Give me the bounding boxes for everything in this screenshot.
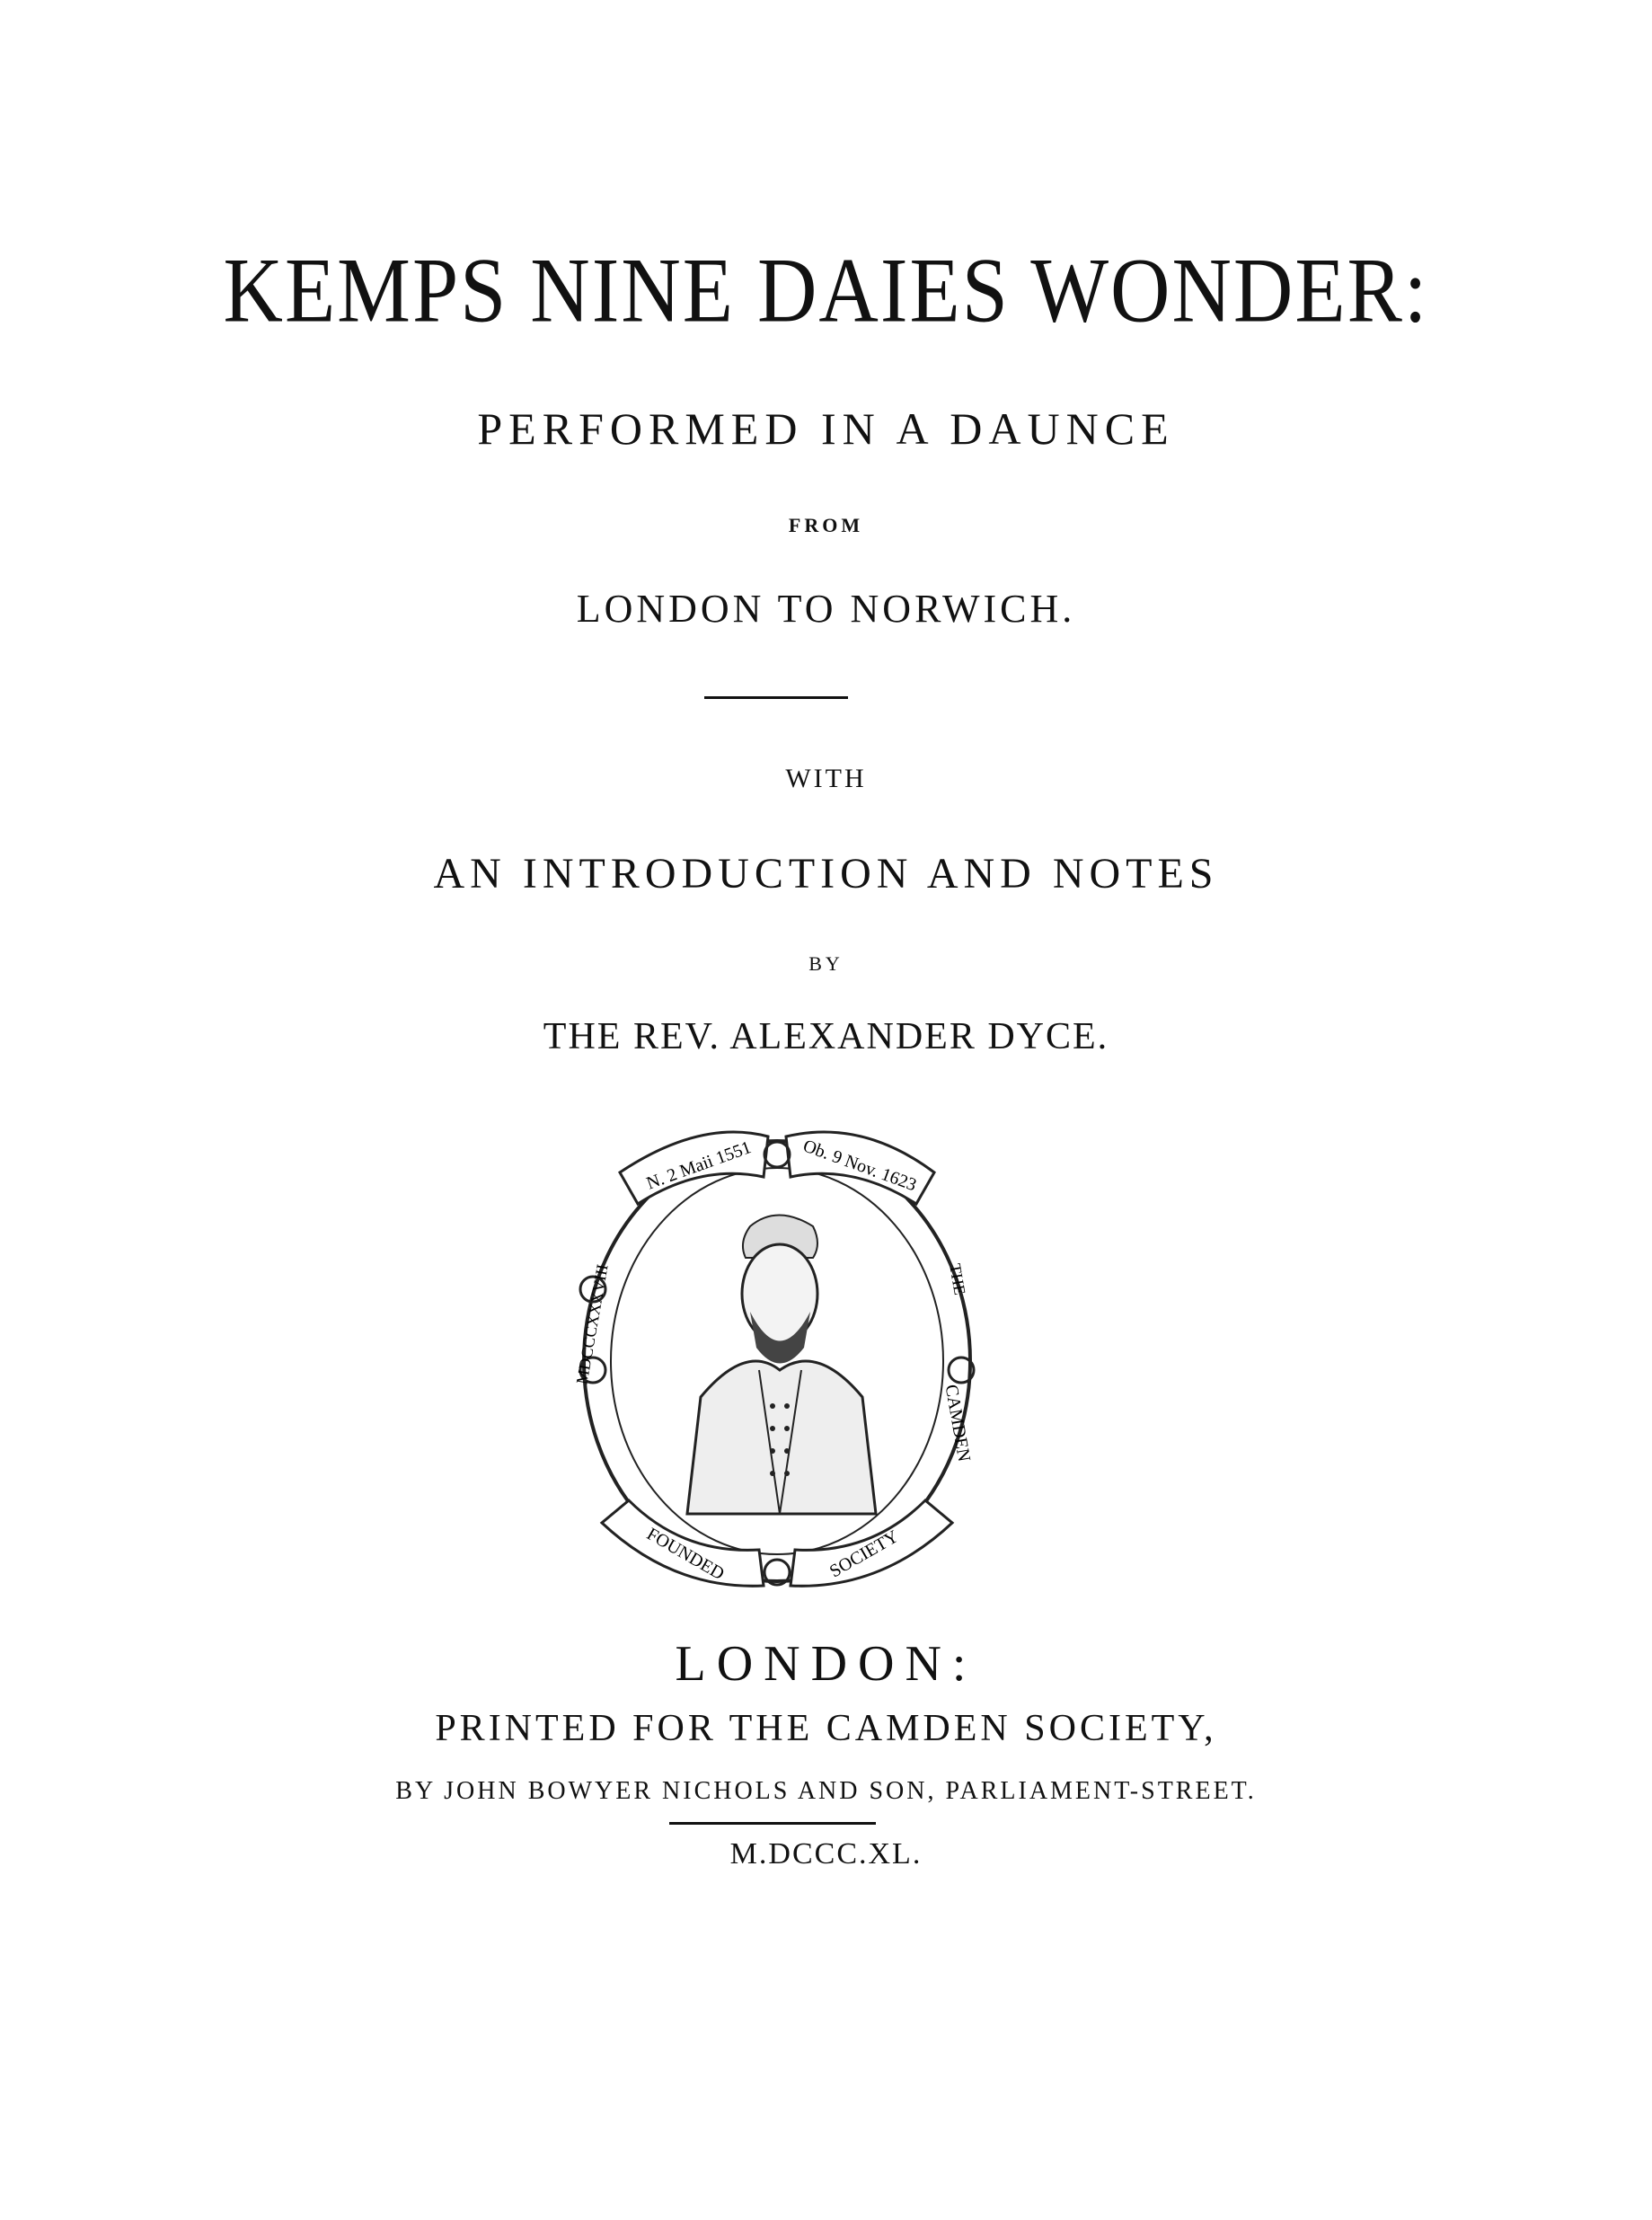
book-title: KEMPS NINE DAIES WONDER:	[223, 238, 1429, 342]
ribbon-society-text: SOCIETY	[826, 1526, 903, 1582]
imprint-date: M.DCCC.XL.	[729, 1837, 923, 1871]
from-label: FROM	[788, 514, 864, 536]
ribbon-camden-text: CAMDEN	[941, 1383, 975, 1464]
ribbon-left-text: MDCCCXXXVIII	[572, 1262, 612, 1386]
with-label: WITH	[785, 764, 867, 793]
imprint-printed-for: PRINTED FOR THE CAMDEN SOCIETY,	[435, 1708, 1217, 1749]
imprint-city: LONDON:	[675, 1636, 977, 1692]
introduction-line: AN INTRODUCTION AND NOTES	[433, 850, 1219, 898]
portrait-figure	[687, 1216, 876, 1515]
ribbon-founded-text: FOUNDED	[643, 1524, 728, 1585]
camden-society-seal	[566, 1101, 988, 1604]
ribbon-born-text: N. 2 Maii 1551	[643, 1137, 755, 1194]
imprint-printer: BY JOHN BOWYER NICHOLS AND SON, PARLIAMENT-STREET.	[395, 1777, 1257, 1805]
book-subtitle: PERFORMED IN A DAUNCE	[477, 403, 1175, 454]
ribbon-the-text: THE	[946, 1261, 969, 1296]
ribbon-died-text: Ob. 9 Nov. 1623	[799, 1136, 920, 1196]
by-label: BY	[808, 952, 844, 975]
route-text: LONDON TO NORWICH.	[576, 587, 1076, 631]
imprint-rule	[669, 1822, 876, 1825]
editor-name: THE REV. ALEXANDER DYCE.	[543, 1016, 1109, 1057]
divider-rule	[704, 696, 848, 699]
